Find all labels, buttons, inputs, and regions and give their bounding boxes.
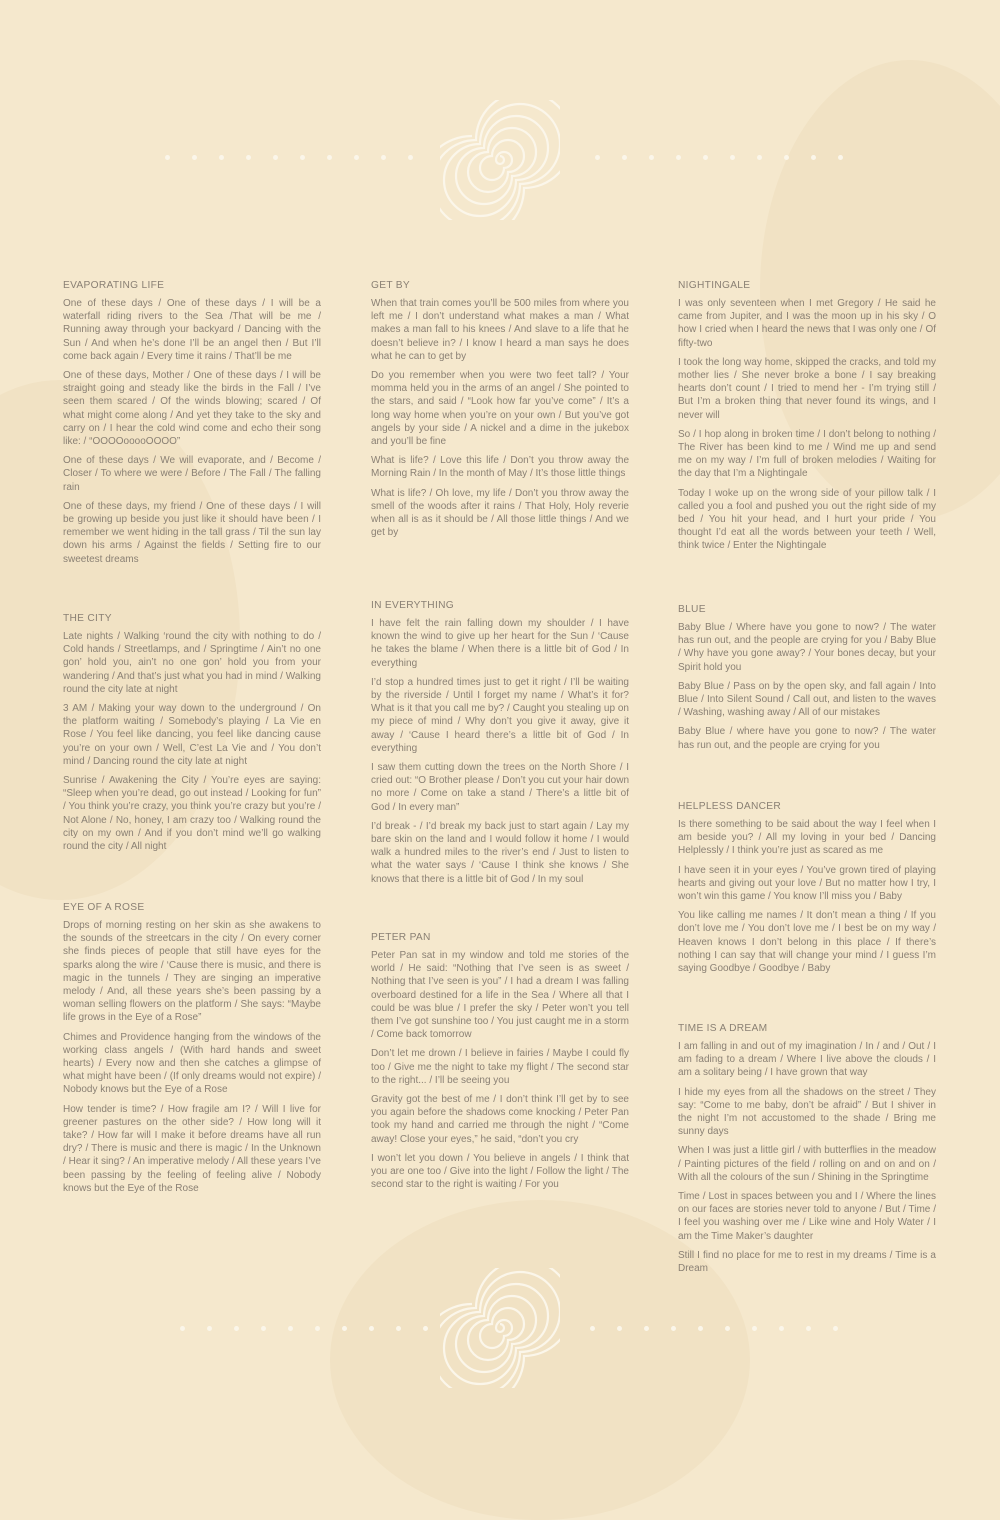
dot-row-top-left [165,155,413,160]
song-the-city [63,613,321,859]
lyric-paragraph: I took the long way home, skipped the cracks, and told my mother lies / She never broke a bone / I say breaking hearts don’t count / I tried to mend her - I’m trying still / But I’m a broken thing that never found its wings, and I never will [678,356,936,421]
lyric-paragraph: Chimes and Providence hanging from the windows of the working class angels / (With hard hands and sweet hearts) / Every now and then she catches a glimpse of what might have been / (If only dreams would not expire) / Nobody knows but the Eye of a Rose [63,1031,321,1096]
lyric-paragraph: Late nights / Walking ‘round the city with nothing to do / Cold hands / Streetlamps, and / Springtime / Ain’t no one gon’ hold you, ain’t no one gon’ hold you from your wandering / And that’s just what you had in mind / Walking round the city late at night [63,631,321,695]
song-title: NIGHTINGALE [678,280,751,291]
lyric-paragraph: Do you remember when you were two feet tall? / Your momma held you in the arms of an angel / She pointed to the stars, and said / “Look how far you’ve come” / It’s a long way home when you’re on your own / But you’ve got angels by your side / A nickel and a dime in the jukebox and you’ll be fine [371,370,629,448]
lyric-paragraph: Still I find no place for me to rest in my dreams / Time is a Dream [678,1249,936,1275]
song-title: IN EVERYTHING [371,600,454,611]
lyric-paragraph: How tender is time? / How fragile am I? / Will I live for greener pastures on the other side? / How long will it take? / How far will I make it before dreams have all run dry? / There is music and there is magic / In the Unknown / Hear it sing? / An imperative melody / All these years I’ve been passing by the feeling of feeling alive / Nobody knows but the Eye of the Rose [63,1103,321,1194]
song-peter-pan [371,932,629,1197]
lyric-paragraph: I am falling in and out of my imagination / In / and / Out / I am fading to a dream / Where I live above the clouds / I am a solitary being / I have grown that way [678,1041,936,1079]
lyric-paragraph: I’d stop a hundred times just to get it right / I’ll be waiting by the riverside / Until I forget my name / What’s it for? What is it that you call me by? / Caught you stealing up on my piece of mind / Why don’t you give it away, give it away / ‘Cause I heard there’s a little bit of God / In everything [371,676,629,754]
lyric-paragraph: So / I hop along in broken time / I don’t belong to nothing / The River has been kind to me / Wind me up and send me on my way / I’m full of broken melodies / Waiting for the day that I’m a Nightingale [678,428,936,480]
song-title: THE CITY [63,613,112,624]
lyric-paragraph: I’d break - / I’d break my back just to start again / Lay my bare skin on the land and I would follow it home / I would walk a hundred miles to the river’s end / Just to listen to what the water says / ‘Cause I think she knows / She knows that there is a little bit of God / In my soul [371,820,629,885]
lyric-paragraph: I have seen it in your eyes / You’ve grown tired of playing hearts and giving out your love / But no matter how I try, I won’t win this game / You know I’ll miss you / Baby [678,864,936,903]
lyric-paragraph: I saw them cutting down the trees on the North Shore / I cried out: “O Brother please / Don’t you cut your hair down no more / Come on take a stand / There’s a little bit of God / In every man” [371,762,629,813]
song-title: GET BY [371,280,410,291]
lyric-paragraph: One of these days, Mother / One of these days / I will be straight going and steady like the birds in the Fall / I’ve seen them scared / Of the winds blowing; scared / Of what might come along / And yet they take to the sky and carry on / I hear the cold wind come and echo their song like: / “OOOOooooOOOO” [63,370,321,448]
spiral-ornament-top [440,100,560,220]
song-title: BLUE [678,604,706,615]
lyric-paragraph: Sunrise / Awakening the City / You’re eyes are saying: “Sleep when you’re dead, go out instead / Looking for fun” / You think you’re crazy, you think you’re crazy but you’re / Not Alone / No, honey, I am crazy too / Walking round the city on my own / And if you don’t mind we’ll go walking round the city / All night [63,775,321,853]
song-title: HELPLESS DANCER [678,801,782,812]
lyric-paragraph: I won’t let you down / You believe in angels / I think that you are one too / Give into the light / Follow the light / The second star to the right is waiting / For you [371,1152,629,1191]
song-time-is-a-dream [678,1023,936,1281]
lyric-paragraph: Is there something to be said about the way I feel when I am beside you? / All my loving in your bed / Dancing Helplessly / I think you’re just as scared as me [678,819,936,857]
lyric-paragraph: Baby Blue / Where have you gone to now? / The water has run out, and the people are crying for you / Baby Blue / Why have you gone away? / Your bones decay, but your Spirit hold you [678,622,936,673]
song-blue [678,604,936,758]
song-title: EYE OF A ROSE [63,902,145,913]
song-title: PETER PAN [371,932,431,943]
spiral-ornament-bottom [440,1268,560,1388]
song-title: TIME IS A DREAM [678,1023,768,1034]
lyric-paragraph: Don’t let me drown / I believe in fairies / Maybe I could fly too / Give me the night to take my flight / The second star to the right... / I’ll be seeing you [371,1048,629,1086]
dot-row-bottom-left [180,1326,428,1331]
lyric-paragraph: Drops of morning resting on her skin as she awakens to the sounds of the streetcars in the city / On every corner she finds pieces of people that still have eyes for the sparks along the wire / ‘Cause there is music, and there is magic in the tunnels / They are singing an imperative melody / And, all these years she’s been passing by a woman selling flowers on the platform / She says: “Maybe life grows in the Eye of a Rose” [63,920,321,1024]
lyric-paragraph: One of these days, my friend / One of these days / I will be growing up beside you just like it should have been / I remember we went hiding in the tall grass / Til the sun lay down his arms / Against the fields / Setting fire to our sweetest dreams [63,500,321,565]
song-nightingale [678,280,936,559]
lyric-paragraph: What is life? / Love this life / Don’t you throw away the Morning Rain / In the month of May / It’s those little things [371,455,629,480]
song-eye-of-a-rose [63,902,321,1201]
lyric-paragraph: One of these days / One of these days / I will be a waterfall riding rivers to the Sea /That will be me / Running away through your backyard / Dancing with the Sun / And when he’s done I’ll be an angel then / But I’ll come back again / Every time it rains / That’ll be me [63,298,321,362]
song-evaporating-life [63,280,321,572]
lyric-paragraph: What is life? / Oh love, my life / Don’t you throw away the smell of the woods after it rains / That Holy, Holy reverie when all is as it should be / All those little things / And we get by [371,487,629,539]
lyric-paragraph: 3 AM / Making your way down to the underground / On the platform waiting / Somebody’s playing / La Vie en Rose / You feel like dancing, you feel like dancing cause you’re on your own / Well, C’est La Vie and / You don’t mind / Dancing round the city late at night [63,703,321,767]
song-title: EVAPORATING LIFE [63,280,165,291]
song-helpless-dancer [678,801,936,981]
dot-row-top-right [595,155,843,160]
lyric-paragraph: Time / Lost in spaces between you and I / Where the lines on our faces are stories never told to anyone / But / Time / I feel you washing over me / Like wine and Holy Water / I am the Time Maker’s daughter [678,1191,936,1242]
song-get-by [371,280,629,545]
lyric-paragraph: I was only seventeen when I met Gregory / He said he came from Jupiter, and I was the moon up in his sky / O how I cried when I heard the news that I was only one / Of fifty-two [678,298,936,349]
lyric-paragraph: Peter Pan sat in my window and told me stories of the world / He said: “Nothing that I’ve seen is as sweet / Nothing that I’ve seen is you” / I had a dream I was falling overboard destined for a life in the Sea / Where all that I could be was blue / I prefer the sky / Peter won’t you tell them I’ve got sunshine too / You just caught me in a storm / Come back tomorrow [371,950,629,1041]
lyric-paragraph: When I was just a little girl / with butterflies in the meadow / Painting pictures of the field / rolling on and on and on / With all the colours of the sun / Shining in the Springtime [678,1145,936,1183]
lyric-paragraph: Today I woke up on the wrong side of your pillow talk / I called you a fool and pushed you out the right side of my bed / You hit your head, and I hurt your pride / You thought I’d eat all the words between your teeth / Well, think twice / Enter the Nightingale [678,487,936,552]
lyric-paragraph: Baby Blue / Pass on by the open sky, and fall again / Into Blue / Into Silent Sound / Call out, and listen to the waves / Washing, washing away / All of our mistakes [678,680,936,719]
lyric-paragraph: One of these days / We will evaporate, and / Become / Closer / To where we were / Before / The Fall / The falling rain [63,455,321,493]
lyric-paragraph: I hide my eyes from all the shadows on the street / They say: “Come to me baby, don’t be afraid” / But I shiver in the night I’m not accustomed to the shade / Bring me sunny days [678,1086,936,1138]
song-in-everything [371,600,629,892]
lyric-paragraph: When that train comes you’ll be 500 miles from where you left me / I don’t understand what makes a man / What makes a man fall to his knees / And slave to a life that he doesn’t believe in? / I know I heard a man says he does what he can to get by [371,298,629,362]
lyric-paragraph: Baby Blue / where have you gone to now? / The water has run out, and the people are crying for you [678,726,936,751]
lyric-paragraph: You like calling me names / It don’t mean a thing / If you don’t love me / You don’t love me / I best be on my way / Heaven knows I don’t belong in this place / If there’s nothing I can say that will change your mind / I guess I’m saying Goodbye / Goodbye / Baby [678,910,936,975]
lyric-paragraph: I have felt the rain falling down my shoulder / I have known the wind to give up her heart for the Sun / ‘Cause he takes the blame / When there is a little bit of God / In everything [371,618,629,669]
dot-row-bottom-right [590,1326,838,1331]
lyric-paragraph: Gravity got the best of me / I don’t think I’ll get by to see you again before the shadows come knocking / Peter Pan took my hand and carried me through the night / “Come away! Close your eyes,” he said, “don’t you cry [371,1094,629,1145]
